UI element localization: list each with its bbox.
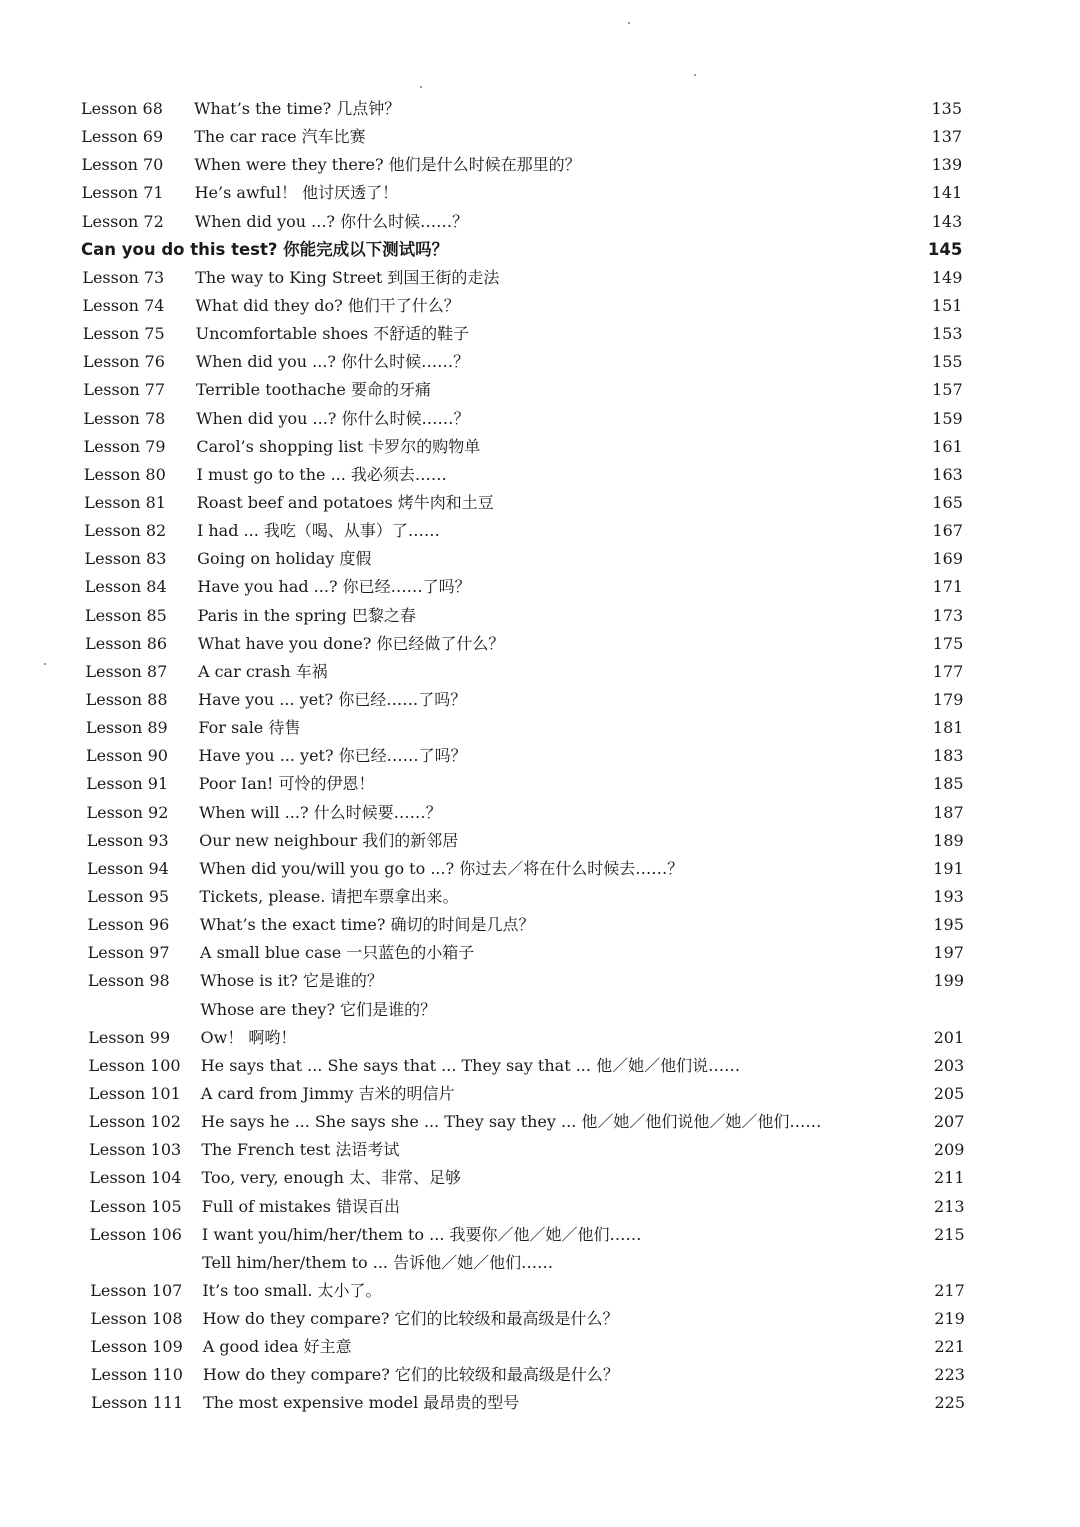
toc-page-number: 135 — [931, 99, 962, 118]
toc-title: A car crash 车祸 — [197, 661, 328, 681]
toc-page-number: 193 — [933, 886, 964, 906]
toc-page-number: 211 — [933, 1168, 965, 1188]
toc-title: I had ... 我吃（喝、从事）了…… — [196, 521, 440, 541]
toc-entry — [0, 574, 1080, 600]
toc-title: A card from Jimmy 吉米的明信片 — [200, 1083, 455, 1103]
toc-page-number: 139 — [931, 155, 963, 175]
toc-lesson-number: Lesson 100 — [88, 1055, 181, 1075]
toc-title: A small blue case 一只蓝色的小箱子 — [199, 943, 475, 963]
toc-entry — [0, 490, 1080, 516]
toc-title: Have you ... yet? 你已经……了吗？ — [198, 689, 467, 709]
scan-speck — [44, 663, 46, 665]
toc-title: Uncomfortable shoes 不舒适的鞋子 — [195, 324, 470, 344]
toc-page-number: 189 — [933, 830, 964, 850]
toc-title: When did you ...? 你什么时候……？ — [195, 352, 470, 372]
toc-title: Paris in the spring 巴黎之春 — [197, 605, 416, 625]
toc-entry — [0, 293, 1080, 319]
toc-page-number: 141 — [931, 183, 963, 203]
toc-page-number: 181 — [932, 718, 964, 738]
toc-lesson-number: Lesson 68 — [81, 99, 163, 118]
toc-entry — [0, 152, 1080, 178]
toc-entry — [0, 771, 1080, 797]
toc-entry — [0, 1278, 1080, 1304]
toc-title: He says he ... She says she ... They say they ... 他／她／他们说他／她／他们…… — [201, 1112, 822, 1131]
toc-entry — [0, 828, 1080, 854]
toc-title: The car race 汽车比赛 — [194, 127, 366, 147]
toc-lesson-number: Lesson 110 — [90, 1365, 183, 1385]
toc-title: It’s too small. 太小了。 — [202, 1280, 382, 1300]
toc-page-number: 221 — [934, 1337, 965, 1357]
toc-lesson-number: Lesson 104 — [89, 1168, 182, 1188]
toc-page-number: 199 — [933, 971, 965, 991]
toc-title: Carol’s shopping list 卡罗尔的购物单 — [196, 436, 481, 456]
toc-entry — [0, 1250, 1080, 1276]
scan-speck — [694, 74, 696, 76]
toc-page-number: 215 — [934, 1224, 965, 1244]
toc-lesson-number: Lesson 109 — [90, 1337, 183, 1357]
toc-lesson-number: Lesson 77 — [83, 380, 166, 400]
toc-title: I must go to the ... 我必须去…… — [196, 464, 447, 484]
toc-lesson-number: Lesson 74 — [82, 296, 165, 315]
toc-lesson-number: Lesson 86 — [85, 633, 168, 653]
toc-entry — [0, 800, 1080, 826]
toc-page-number: 201 — [933, 1027, 965, 1047]
toc-page-number: 213 — [934, 1196, 965, 1216]
toc-entry — [0, 1137, 1080, 1163]
toc-entry — [0, 1109, 1080, 1135]
toc-lesson-number: Lesson 91 — [86, 774, 169, 794]
toc-title: Can you do this test? 你能完成以下测试吗？ — [81, 239, 449, 259]
toc-lesson-number: Lesson 78 — [83, 408, 166, 428]
toc-page-number: 179 — [932, 689, 964, 709]
toc-entry — [0, 1081, 1080, 1107]
toc-entry — [0, 1390, 1080, 1416]
toc-lesson-number: Lesson 97 — [87, 943, 170, 963]
toc-entry — [0, 997, 1080, 1023]
toc-section-heading — [0, 237, 1080, 263]
toc-title: Terrible toothache 要命的牙痛 — [195, 380, 431, 400]
toc-page-number: 185 — [933, 774, 964, 794]
toc-page-number: 177 — [932, 661, 964, 681]
toc-title: Ow！ 啊哟！ — [200, 1027, 297, 1047]
toc-page-number: 203 — [933, 1055, 965, 1075]
toc-page-number: 223 — [934, 1365, 965, 1385]
toc-entry — [0, 321, 1080, 347]
toc-lesson-number: Lesson 108 — [90, 1309, 183, 1328]
toc-page-number: 169 — [932, 549, 964, 569]
toc-entry — [0, 940, 1080, 966]
toc-entry — [0, 687, 1080, 713]
toc-page-number: 163 — [932, 464, 963, 484]
toc-page-number: 157 — [932, 380, 963, 400]
toc-entry — [0, 180, 1080, 206]
toc-lesson-number: Lesson 89 — [85, 718, 168, 738]
toc-lesson-number: Lesson 95 — [87, 886, 170, 906]
toc-page-number: 191 — [933, 858, 964, 878]
toc-title: Tickets, please. 请把车票拿出来。 — [199, 886, 459, 906]
toc-lesson-number: Lesson 71 — [81, 183, 164, 203]
toc-entry — [0, 462, 1080, 488]
toc-entry — [0, 434, 1080, 460]
toc-page-number: 209 — [933, 1140, 965, 1160]
toc-entry — [0, 912, 1080, 938]
toc-title: Roast beef and potatoes 烤牛肉和土豆 — [196, 493, 494, 512]
toc-page-number: 219 — [934, 1309, 965, 1328]
toc-title: What’s the exact time? 确切的时间是几点？ — [199, 915, 535, 935]
toc-page-number: 159 — [932, 408, 963, 428]
toc-page-number: 183 — [932, 746, 964, 766]
toc-entry — [0, 1222, 1080, 1248]
toc-page-number: 225 — [934, 1393, 966, 1413]
toc-title: Have you had ...? 你已经……了吗？ — [197, 577, 471, 597]
toc-title: When did you ...? 你什么时候……？ — [194, 211, 469, 231]
toc-title: What have you done? 你已经做了什么？ — [197, 633, 505, 653]
toc-lesson-number: Lesson 102 — [88, 1112, 181, 1131]
toc-entry — [0, 968, 1080, 994]
toc-page-number: 165 — [932, 493, 963, 512]
toc-lesson-number: Lesson 72 — [81, 211, 164, 231]
toc-page-number: 217 — [934, 1280, 965, 1300]
toc-title: The most expensive model 最昂贵的型号 — [203, 1393, 520, 1413]
toc-title: When will ...? 什么时候要……？ — [198, 802, 442, 822]
toc-lesson-number: Lesson 92 — [86, 802, 169, 822]
toc-entry — [0, 603, 1080, 629]
toc-lesson-number: Lesson 69 — [81, 127, 164, 147]
toc-lesson-number: Lesson 85 — [84, 605, 167, 625]
toc-lesson-number: Lesson 111 — [91, 1393, 184, 1413]
toc-lesson-number: Lesson 75 — [82, 324, 165, 344]
toc-entry — [0, 1053, 1080, 1079]
toc-title: Poor Ian! 可怜的伊恩！ — [198, 774, 375, 794]
toc-page-number: 149 — [931, 267, 963, 287]
toc-title: When did you/will you go to ...? 你过去／将在什么时候去……？ — [199, 858, 684, 878]
toc-page-number: 205 — [933, 1083, 965, 1103]
toc-lesson-number: Lesson 105 — [89, 1196, 182, 1216]
toc-entry — [0, 659, 1080, 685]
toc-title: A good idea 好主意 — [202, 1337, 352, 1357]
toc-page-number: 173 — [932, 605, 964, 625]
toc-entry — [0, 209, 1080, 235]
toc-page-number: 155 — [932, 352, 963, 372]
toc-entry — [0, 1194, 1080, 1220]
toc-lesson-number: Lesson 82 — [84, 521, 167, 541]
toc-title: Going on holiday 度假 — [197, 549, 372, 569]
toc-title: What’s the time? 几点钟？ — [194, 99, 401, 118]
toc-lesson-number: Lesson 93 — [86, 830, 169, 850]
toc-title: The French test 法语考试 — [201, 1140, 400, 1160]
toc-page-number: 151 — [931, 296, 963, 315]
toc-page-number: 143 — [931, 211, 963, 231]
toc-title: Have you ... yet? 你已经……了吗？ — [198, 746, 467, 766]
toc-entry — [0, 349, 1080, 375]
toc-lesson-number: Lesson 84 — [84, 577, 167, 597]
toc-entry — [0, 1306, 1080, 1332]
toc-entry — [0, 518, 1080, 544]
toc-page-number: 175 — [932, 633, 964, 653]
toc-entry — [0, 1334, 1080, 1360]
toc-title: How do they compare? 它们的比较级和最高级是什么？ — [202, 1365, 619, 1385]
toc-lesson-number: Lesson 90 — [86, 746, 168, 766]
toc-lesson-number: Lesson 96 — [87, 915, 170, 935]
toc-page-number: 207 — [933, 1112, 965, 1131]
toc-title: Full of mistakes 错误百出 — [201, 1196, 401, 1216]
toc-lesson-number: Lesson 101 — [88, 1083, 181, 1103]
toc-lesson-number: Lesson 81 — [84, 493, 166, 512]
toc-page-number: 197 — [933, 943, 964, 963]
toc-title: When did you ...? 你什么时候……？ — [196, 408, 470, 428]
toc-lesson-number: Lesson 80 — [83, 464, 166, 484]
toc-lesson-number: Lesson 79 — [83, 436, 166, 456]
toc-entry — [0, 743, 1080, 769]
toc-entry — [0, 884, 1080, 910]
toc-page-number: 161 — [932, 436, 963, 456]
toc-lesson-number: Lesson 103 — [89, 1140, 182, 1160]
toc-entry — [0, 1165, 1080, 1191]
toc-title: When were they there? 他们是什么时候在那里的？ — [194, 155, 581, 175]
toc-entry — [0, 1362, 1080, 1388]
toc-page-number: 153 — [931, 324, 963, 344]
toc-entry — [0, 377, 1080, 403]
toc-entry — [0, 856, 1080, 882]
toc-page-number: 171 — [932, 577, 964, 597]
scan-speck — [420, 86, 422, 88]
toc-entry — [0, 1025, 1080, 1051]
toc-lesson-number: Lesson 99 — [88, 1027, 171, 1047]
toc-page-number: 195 — [933, 915, 964, 935]
toc-title: The way to King Street 到国王街的走法 — [195, 267, 500, 287]
toc-title: Whose is it? 它是谁的？ — [200, 971, 383, 991]
toc-entry — [0, 631, 1080, 657]
scan-speck — [628, 22, 630, 24]
toc-title: He’s awful！ 他讨厌透了！ — [194, 183, 399, 203]
toc-entry — [0, 124, 1080, 150]
toc-title: Too, very, enough 太、非常、足够 — [201, 1168, 461, 1188]
toc-page-number: 167 — [932, 521, 963, 541]
toc-lesson-number: Lesson 106 — [89, 1224, 182, 1244]
toc-lesson-number: Lesson 94 — [86, 858, 169, 878]
toc-lesson-number: Lesson 76 — [82, 352, 165, 372]
toc-entry — [0, 715, 1080, 741]
toc-entry — [0, 265, 1080, 291]
toc-page-number: 145 — [927, 239, 963, 259]
toc-title: Our new neighbour 我们的新邻居 — [199, 830, 459, 850]
toc-title: Whose are they? 它们是谁的？ — [200, 999, 437, 1019]
toc-lesson-number: Lesson 83 — [84, 549, 167, 569]
toc-title: Tell him/her/them to ... 告诉他／她／他们…… — [202, 1252, 554, 1272]
toc-entry — [0, 546, 1080, 572]
toc-page-number: 137 — [931, 127, 963, 147]
toc-title: He says that ... She says that ... They say that ... 他／她／他们说…… — [200, 1055, 741, 1075]
toc-title: What did they do? 他们干了什么？ — [195, 296, 460, 315]
toc-page-number: 187 — [933, 802, 964, 822]
toc-title: How do they compare? 它们的比较级和最高级是什么？ — [202, 1309, 619, 1328]
toc-lesson-number: Lesson 70 — [81, 155, 164, 175]
toc-title: For sale 待售 — [198, 718, 301, 738]
toc-lesson-number: Lesson 107 — [90, 1280, 183, 1300]
toc-entry — [0, 406, 1080, 432]
toc-title: I want you/him/her/them to ... 我要你／他／她／他们…… — [201, 1224, 642, 1244]
toc-lesson-number: Lesson 87 — [85, 661, 168, 681]
toc-entry — [0, 96, 1080, 122]
toc-lesson-number: Lesson 88 — [85, 689, 168, 709]
toc-lesson-number: Lesson 98 — [87, 971, 170, 991]
toc-lesson-number: Lesson 73 — [82, 267, 165, 287]
